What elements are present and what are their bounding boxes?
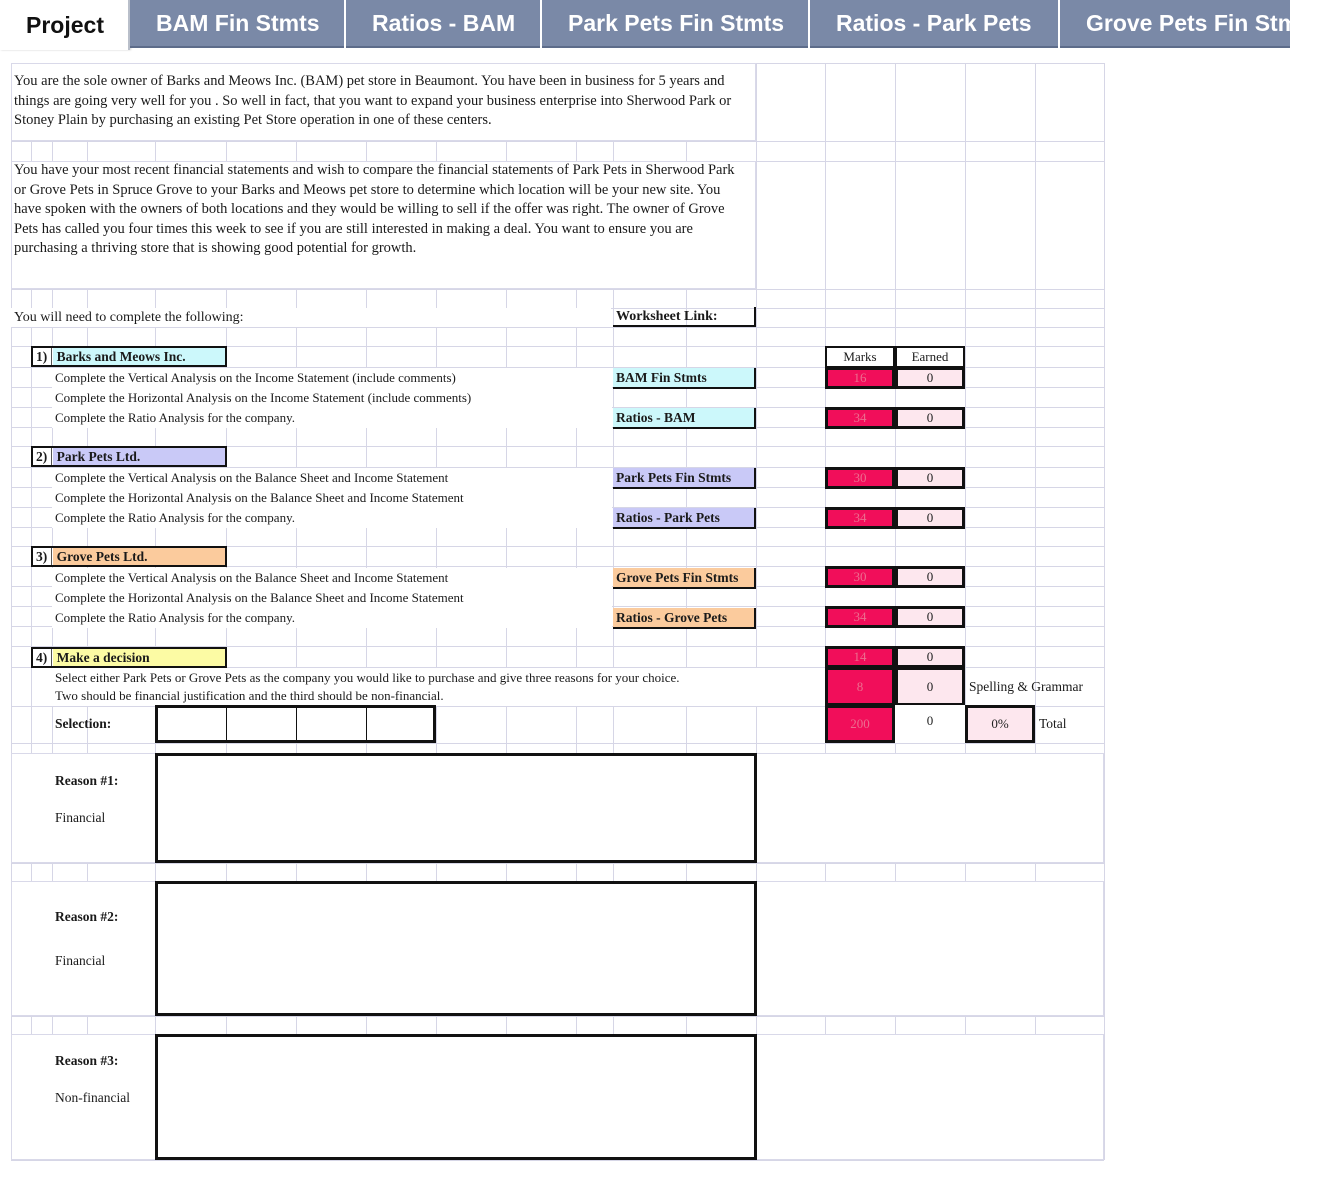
earned-cell-ratios-grove[interactable]: 0: [895, 606, 965, 628]
earned-header: Earned: [895, 346, 965, 368]
marks-cell-park-fin: 30: [825, 467, 895, 489]
section-3-line-3: Complete the Ratio Analysis for the company.: [55, 610, 295, 625]
link-ratios-grove-pets[interactable]: Ratios - Grove Pets: [613, 608, 756, 629]
marks-cell-decision: 14: [825, 646, 895, 668]
section-1-line-3: Complete the Ratio Analysis for the company.: [55, 410, 295, 425]
reason-2-input[interactable]: [155, 881, 757, 1016]
earned-cell-ratios-park[interactable]: 0: [895, 507, 965, 529]
spelling-grammar-label: Spelling & Grammar: [969, 679, 1083, 694]
marks-header: Marks: [825, 346, 895, 368]
earned-cell-bam-fin[interactable]: 0: [895, 367, 965, 389]
earned-cell-grove-fin[interactable]: 0: [895, 566, 965, 588]
tab-bam-fin-stmts[interactable]: BAM Fin Stmts: [130, 0, 344, 48]
total-percent-cell: 0%: [965, 705, 1035, 743]
marks-cell-ratios-park: 34: [825, 507, 895, 529]
marks-cell-bam-fin: 16: [825, 367, 895, 389]
section-2-title: Park Pets Ltd.: [56, 449, 141, 464]
section-3-number: 3): [36, 549, 48, 564]
marks-cell-grove-fin: 30: [825, 566, 895, 588]
reason-3-type: Non-financial: [55, 1090, 130, 1105]
section-1-title: Barks and Meows Inc.: [56, 349, 186, 364]
spreadsheet-grid: [0, 50, 1290, 1197]
tab-project[interactable]: Project: [0, 0, 130, 50]
reason-1-type: Financial: [55, 810, 106, 825]
selection-input[interactable]: [155, 705, 436, 743]
earned-cell-spelling[interactable]: 0: [895, 667, 965, 706]
selection-label: Selection:: [55, 716, 112, 731]
marks-cell-ratios-grove: 34: [825, 606, 895, 628]
reason-2-type: Financial: [55, 953, 106, 968]
section-3-header: [31, 546, 227, 567]
total-label: Total: [1039, 716, 1067, 731]
earned-cell-ratios-bam[interactable]: 0: [895, 407, 965, 429]
link-ratios-park-pets[interactable]: Ratios - Park Pets: [613, 508, 756, 529]
link-bam-fin-stmts[interactable]: BAM Fin Stmts: [613, 368, 756, 389]
marks-cell-spelling: 8: [825, 667, 895, 706]
tab-ratios-park-pets[interactable]: Ratios - Park Pets: [810, 0, 1058, 48]
section-4-header: [31, 647, 227, 668]
intro-paragraph-2: You have your most recent financial statements and wish to compare the financial statements of Park Pets in Sherwood Park or Grove Pets in Spruce Grove to your Barks and Meows pet store to determine which location will be your new site. You have spoken with the owners of both locations and they would be willing to sell if the offer was right. The owner of Grove Pets has called you four times this week to see if you are still interested in making a deal. You want to ensure you are purchasing a thriving store that is showing good potential for growth.: [14, 162, 735, 256]
sheet-tab-bar: [0, 0, 1319, 50]
earned-cell-decision[interactable]: 0: [895, 646, 965, 668]
tab-grove-pets-fin-stmts[interactable]: Grove Pets Fin Stmts: [1060, 0, 1290, 48]
section-2-header: [31, 446, 227, 467]
section-2-line-2: Complete the Horizontal Analysis on the Balance Sheet and Income Statement: [55, 490, 464, 505]
reason-1-label: Reason #1:: [55, 773, 119, 788]
reason-2-label: Reason #2:: [55, 909, 119, 924]
reason-3-label: Reason #3:: [55, 1053, 119, 1068]
intro-paragraph-1: You are the sole owner of Barks and Meows Inc. (BAM) pet store in Beaumont. You have been in business for 5 years and things are going very well for you . So well in fact, that you want to expand your business enterprise into Sherwood Park or Stoney Plain by purchasing an existing Pet Store operation in one of these centers.: [14, 73, 732, 128]
reason-1-input[interactable]: [155, 753, 757, 863]
section-3-line-1: Complete the Vertical Analysis on the Balance Sheet and Income Statement: [55, 570, 449, 585]
section-3-line-2: Complete the Horizontal Analysis on the Balance Sheet and Income Statement: [55, 590, 464, 605]
reason-3-input[interactable]: [155, 1034, 757, 1160]
section-4-title: Make a decision: [56, 650, 150, 665]
section-2-number: 2): [36, 449, 48, 464]
section-1-line-1: Complete the Vertical Analysis on the Income Statement (include comments): [55, 370, 456, 385]
section-3-title: Grove Pets Ltd.: [56, 549, 148, 564]
earned-cell-park-fin[interactable]: 0: [895, 467, 965, 489]
section-4-number: 4): [36, 650, 48, 665]
todo-label: You will need to complete the following:: [14, 310, 244, 325]
section-1-line-2: Complete the Horizontal Analysis on the Income Statement (include comments): [55, 390, 472, 405]
tab-park-pets-fin-stmts[interactable]: Park Pets Fin Stmts: [542, 0, 808, 48]
earned-cell-total: 0: [895, 705, 965, 743]
section-4-line-1: Select either Park Pets or Grove Pets as the company you would like to purchase and give three reasons for your choice.: [55, 670, 680, 685]
section-2-line-1: Complete the Vertical Analysis on the Balance Sheet and Income Statement: [55, 470, 449, 485]
section-2-line-3: Complete the Ratio Analysis for the company.: [55, 510, 295, 525]
section-4-line-2: Two should be financial justification and the third should be non-financial.: [55, 688, 444, 703]
marks-cell-ratios-bam: 34: [825, 407, 895, 429]
link-park-pets-fin-stmts[interactable]: Park Pets Fin Stmts: [613, 468, 756, 489]
section-1-header: [31, 346, 227, 367]
link-ratios-bam[interactable]: Ratios - BAM: [613, 408, 756, 429]
link-grove-pets-fin-stmts[interactable]: Grove Pets Fin Stmts: [613, 568, 756, 589]
tab-ratios-bam[interactable]: Ratios - BAM: [346, 0, 540, 48]
section-1-number: 1): [36, 349, 48, 364]
worksheet-link-label: Worksheet Link:: [613, 307, 756, 327]
marks-cell-total: 200: [825, 705, 895, 743]
